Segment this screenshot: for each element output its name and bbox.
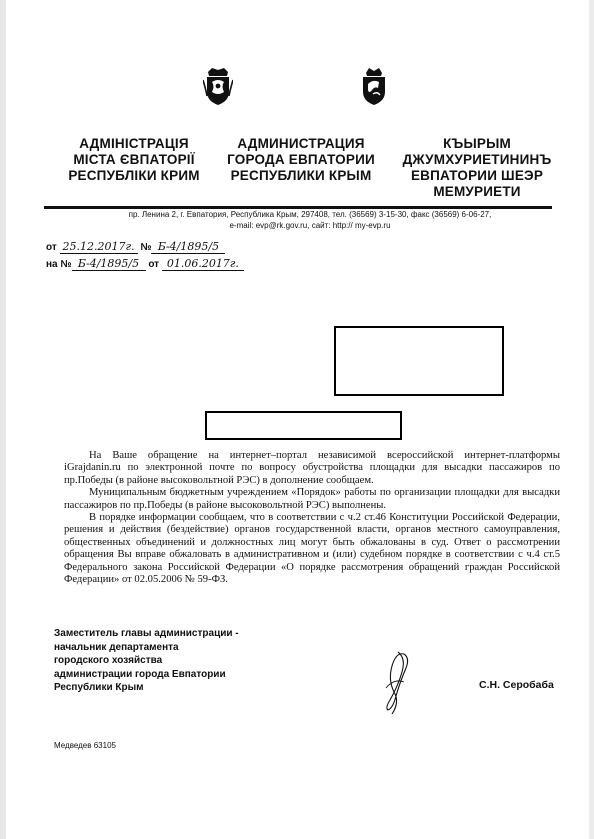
letterhead-line: ГОРОДА ЕВПАТОРИИ [227, 152, 375, 167]
reference-date: 01.06.2017г. [162, 258, 244, 271]
letterhead-crimean-tatar [382, 136, 572, 200]
letterhead-line: РЕСПУБЛИКИ КРЫМ [230, 168, 372, 183]
letterhead-ukrainian [44, 136, 224, 184]
body-paragraph: Муниципальным бюджетным учреждением «Порядок» работы по организации площадки для высадки пассажиров по пр.Победы (в районе высоковольтной РЭС) выполнены. [64, 487, 560, 511]
scan-edge-left [0, 0, 6, 839]
redacted-name-box [205, 411, 402, 440]
number-label: № [140, 242, 152, 253]
signatory-name: С.Н. Серобаба [479, 679, 554, 691]
body-paragraph: В порядке информации сообщаем, что в соответствии с ч.2 ст.46 Конституции Российской Федерации, решения и действия (бездействие) органов государственной власти, органов местного самоуправления, общественных объединений и должностных лиц могут быть обжалованы в суд. Ответ о рассмотрении обращения Вы вправе обжаловать в административном и (или) судебном порядке в соответствии с ч.4 ст.5 Федерального закона Российской Федерации «О порядке рассмотрения обращений граждан Российской Федерации» от 02.05.2006 № 59-ФЗ. [64, 512, 560, 586]
position-line: начальник департамента [54, 641, 179, 653]
outgoing-date: 25.12.2017г. [60, 241, 138, 254]
evpatoria-coat-of-arms-icon [359, 66, 389, 106]
crimea-coat-of-arms-icon [203, 66, 233, 106]
letterhead-line: ДЖУМХУРИЕТИНИНЪ [402, 152, 552, 167]
signatory-position [54, 627, 294, 695]
position-line: Заместитель главы администрации - [54, 628, 239, 639]
letterhead-line: МЕМУРИЕТИ [433, 184, 521, 199]
outgoing-registration [46, 241, 225, 254]
letterhead-line: ЕВПАТОРИИ ШЕЭР [410, 168, 544, 183]
handwritten-signature [376, 648, 416, 718]
position-line: городского хозяйства [54, 655, 163, 666]
letterhead-line: МІСТА ЄВПАТОРІЇ [73, 152, 195, 167]
address-line: e-mail: evp@rk.gov.ru, сайт: http:// my-evp.ru [229, 221, 391, 230]
reference-label: на № [46, 259, 72, 270]
address-line: пр. Ленина 2, г. Евпатория, Республика Крым, 297408, тел. (36569) 3-15-30, факс (36569) 6-06-27, [128, 210, 492, 219]
letterhead-line: АДМИНИСТРАЦИЯ [237, 136, 365, 151]
position-line: Республики Крым [54, 682, 144, 693]
reference-from-label: от [148, 259, 160, 270]
letterhead-line: КЪЫРЫМ [443, 136, 511, 151]
body-paragraph: На Ваше обращение на интернет–портал независимой всероссийской интернет-платформы iGrajdanin.ru по электронной почте по вопросу обустройства площадки для высадки пассажиров по пр.Победы (в районе высоковольтной РЭС) в дополнение сообщаем. [64, 450, 560, 486]
letter-body [64, 450, 560, 586]
scan-edge-right [589, 0, 594, 839]
redacted-recipient-box [334, 326, 504, 396]
letterhead-line: АДМІНІСТРАЦІЯ [79, 136, 189, 151]
outgoing-number: Б-4/1895/5 [151, 241, 225, 254]
reference-number: Б-4/1895/5 [72, 258, 146, 271]
letterhead-line: РЕСПУБЛІКИ КРИМ [68, 168, 200, 183]
from-label: от [46, 242, 57, 253]
reference-registration [46, 258, 244, 271]
position-line: администрации города Евпатории [54, 668, 226, 680]
letterhead-russian [211, 136, 391, 184]
executor-note: Медведев 63105 [54, 741, 116, 750]
address-block [110, 209, 510, 231]
